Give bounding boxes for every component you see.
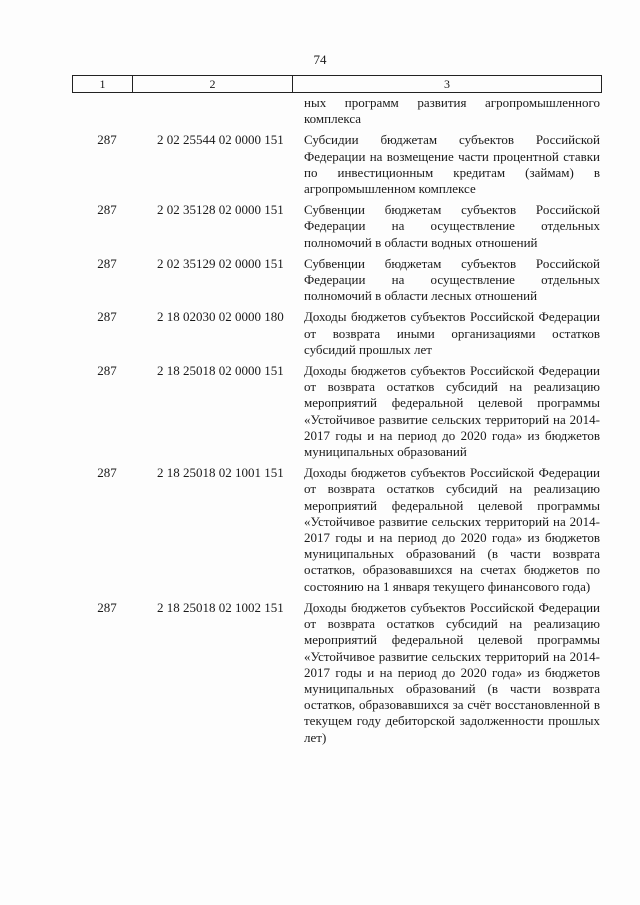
table-row: [72, 95, 602, 127]
table-header: [72, 75, 602, 93]
budget-code: 2 02 35128 02 0000 151: [157, 202, 284, 218]
table-row: [72, 309, 602, 358]
table-row: [72, 256, 602, 305]
budget-code: 2 18 25018 02 1002 151: [157, 599, 284, 615]
page-number: 74: [313, 52, 327, 67]
admin-code: 287: [97, 309, 117, 325]
table-row: [72, 132, 602, 197]
table-row: [72, 600, 602, 746]
income-description: Субвенции бюджетам субъектов Российской Федерации на осуществление отдельных полномочий в области лесных отношений: [304, 255, 600, 304]
table-body: [72, 95, 602, 746]
income-description: Субсидии бюджетам субъектов Российской Федерации на возмещение части процентной ставки по инвестиционным кредитам (займам) в агропромышленном комплексе: [304, 132, 600, 197]
admin-code: 287: [97, 132, 117, 148]
budget-code: 2 02 35129 02 0000 151: [157, 255, 284, 271]
income-description: Доходы бюджетов субъектов Российской Федерации от возврата остатков субсидий на реализацию мероприятий федеральной целевой программы «Устойчивое развитие сельских территорий на 2014-2017 годы и на период до 2020 года» из бюджетов муниципальных образований (в части возврата остатков, образовавшихся за счёт восстановленной в текущем году дебиторской задолженности прошлых лет): [304, 599, 600, 745]
header-col-1: 1: [73, 76, 133, 92]
admin-code: [72, 95, 132, 127]
table-row: [72, 363, 602, 460]
admin-code: 287: [97, 255, 117, 271]
income-description: Доходы бюджетов субъектов Российской Федерации от возврата иными организациями остатков субсидий прошлых лет: [304, 309, 600, 357]
budget-code: 2 18 02030 02 0000 180: [157, 309, 284, 325]
header-col-3: 3: [444, 76, 450, 91]
income-description: ных программ развития агропромышленного комплекса: [304, 95, 600, 127]
table-row: [72, 202, 602, 251]
admin-code: 287: [97, 363, 117, 379]
admin-code: 287: [97, 465, 117, 481]
budget-code: 2 18 25018 02 1001 151: [157, 465, 284, 481]
table-row: [72, 465, 602, 595]
budget-code: 2 18 25018 02 0000 151: [157, 363, 284, 379]
income-description: Доходы бюджетов субъектов Российской Федерации от возврата остатков субсидий на реализацию мероприятий федеральной целевой программы «Устойчивое развитие сельских территорий на 2014-2017 годы и на период до 2020 года» из бюджетов муниципальных образований: [304, 363, 600, 460]
budget-code: 2 02 25544 02 0000 151: [157, 132, 284, 148]
income-description: Доходы бюджетов субъектов Российской Федерации от возврата остатков субсидий на реализацию мероприятий федеральной целевой программы «Устойчивое развитие сельских территорий на 2014-2017 годы и на период до 2020 года» из бюджетов муниципальных образований (в части возврата остатков, образовавшихся на счетах бюджетов по состоянию на 1 января текущего финансового года): [304, 465, 600, 594]
admin-code: 287: [97, 599, 117, 615]
income-description: Субвенции бюджетам субъектов Российской Федерации на осуществление отдельных полномочий в области водных отношений: [304, 202, 600, 250]
budget-code: [132, 95, 304, 127]
admin-code: 287: [97, 202, 117, 218]
header-col-2: 2: [133, 76, 293, 92]
